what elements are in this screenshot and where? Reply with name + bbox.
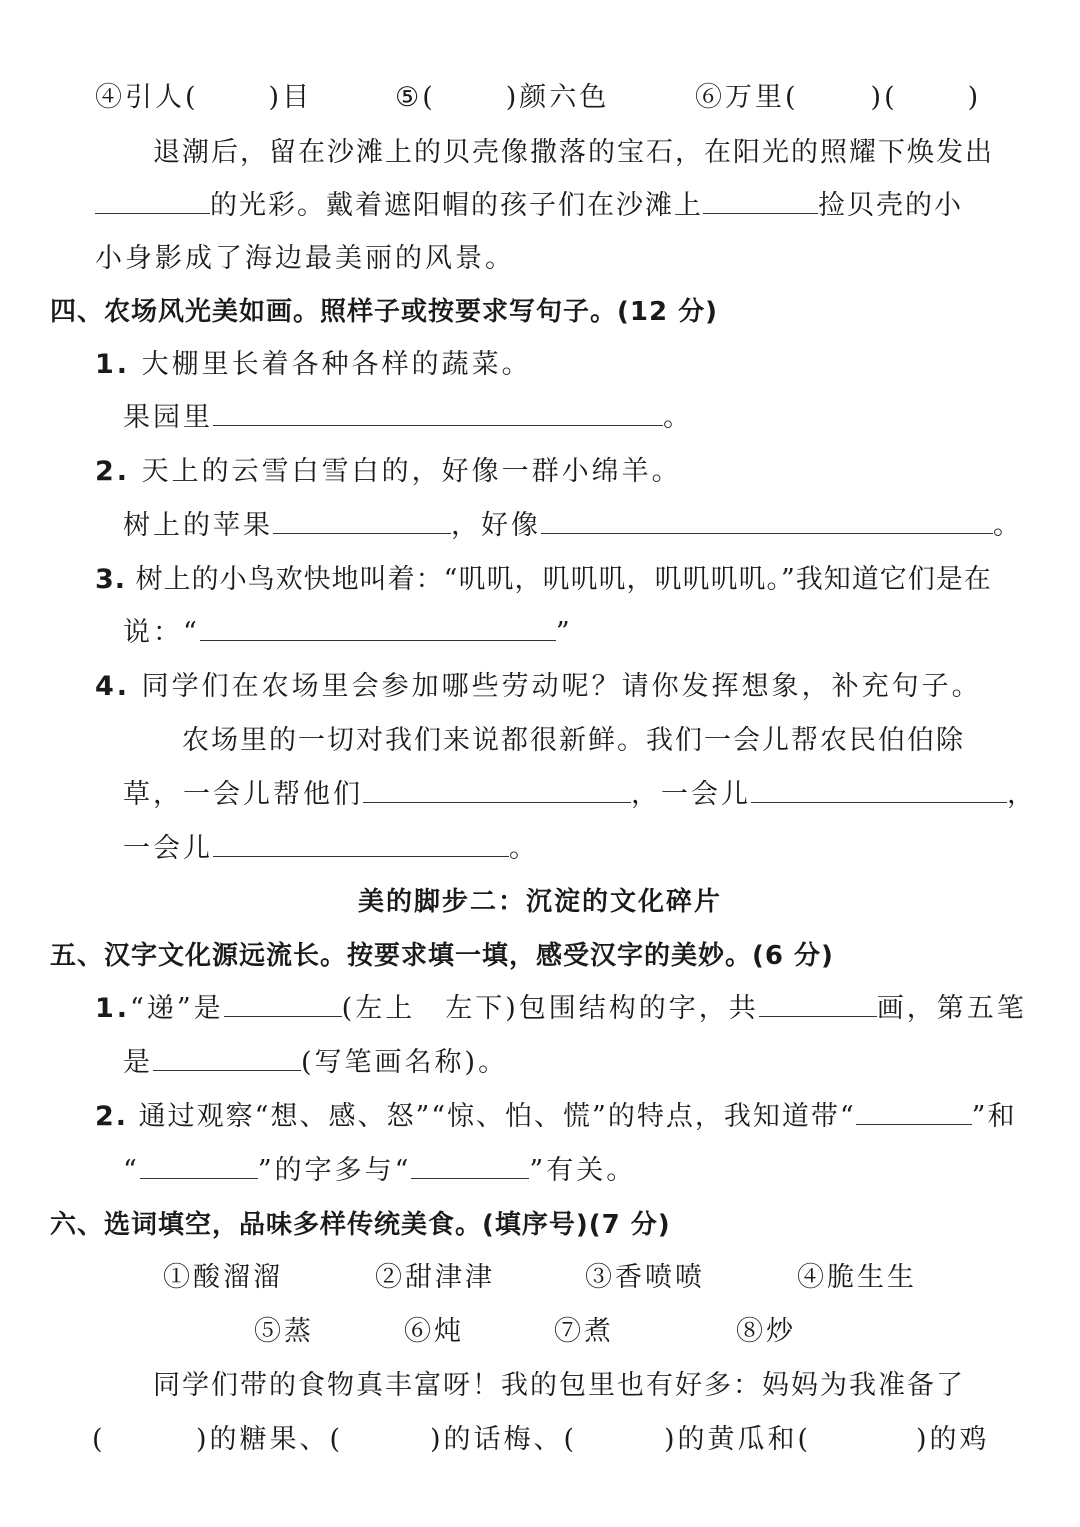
question-number: 1. <box>95 993 131 1024</box>
sec4-q4-para-line2 <box>123 775 1037 815</box>
question-number: 4. <box>95 671 131 702</box>
answer-blank[interactable] <box>751 776 1007 803</box>
sec3-para-line2-a: 的光彩。戴着遮阳帽的孩子们在沙滩上 <box>210 190 703 221</box>
answer-blank[interactable] <box>213 830 509 857</box>
section-6-title: 六、选词填空，品味多样传统美食。(填序号)(7 分) <box>50 1210 671 1240</box>
answer-prefix: 果园里 <box>123 402 213 433</box>
fill-segment-plum: )的话梅、( <box>430 1424 578 1455</box>
question-text: 树上的小鸟欢快地叫着：“叽叽，叽叽叽，叽叽叽叽。”我知道它们是在 <box>135 564 992 595</box>
answer-blank[interactable] <box>140 1152 258 1179</box>
question-number: 2. <box>95 456 131 487</box>
para-text: ，一会儿 <box>631 779 751 810</box>
question-number: 1. <box>95 349 131 380</box>
answer-blank[interactable] <box>411 1152 529 1179</box>
part-subtitle: 美的脚步二：沉淀的文化碎片 <box>357 887 722 917</box>
sec3-para-line1: 退潮后，留在沙滩上的贝壳像撒落的宝石，在阳光的照耀下焕发出 <box>153 137 994 168</box>
question-text: 大棚里长着各种各样的蔬菜。 <box>141 349 532 380</box>
option-4-pre: ④引人( <box>95 82 199 113</box>
answer-end: ” <box>555 617 573 648</box>
answer-blank[interactable] <box>224 990 342 1017</box>
para-text: 草，一会儿帮他们 <box>123 779 363 810</box>
answer-mid: ，好像 <box>451 510 541 541</box>
para-text: ， <box>1007 779 1037 810</box>
question-text: 画，第五笔 <box>876 993 1027 1024</box>
answer-blank[interactable] <box>363 776 631 803</box>
fill-segment-cucumber: )的黄瓜和( <box>664 1424 812 1455</box>
answer-blank[interactable] <box>200 614 556 641</box>
word-option-1: ①酸溜溜 <box>163 1262 283 1293</box>
sec6-para-line1: 同学们带的食物真丰富呀！我的包里也有好多：妈妈为我准备了 <box>153 1370 965 1401</box>
section-4-title: 四、农场风光美如画。照样子或按要求写句子。(12 分) <box>50 297 718 327</box>
sec4-q3-answer <box>123 613 573 653</box>
sec4-q4 <box>95 667 982 707</box>
option-4-post: )目 <box>268 82 313 113</box>
option-6 <box>695 78 981 118</box>
section-5-title: 五、汉字文化源远流长。按要求填一填，感受汉字的美妙。(6 分) <box>50 941 834 971</box>
question-text: ”的字多与“ <box>257 1155 412 1186</box>
sec5-q2 <box>95 1097 1016 1137</box>
question-text: (写笔画名称)。 <box>301 1047 509 1078</box>
answer-blank[interactable] <box>273 507 451 534</box>
answer-blank[interactable] <box>856 1098 972 1125</box>
word-option-8: ⑧炒 <box>736 1316 796 1347</box>
answer-prefix: 树上的苹果 <box>123 510 273 541</box>
sec3-para-line3: 小身影成了海边最美丽的风景。 <box>95 243 515 274</box>
answer-blank[interactable] <box>213 399 663 426</box>
blank-input[interactable] <box>703 187 818 214</box>
word-option-5: ⑤蒸 <box>254 1316 314 1347</box>
question-text: 通过观察“想、感、怒”“惊、怕、慌”的特点，我知道带“ <box>138 1101 856 1132</box>
sec3-para-line2-b: 捡贝壳的小 <box>818 190 963 221</box>
question-text: ”和 <box>971 1101 1017 1132</box>
answer-prefix: 说：“ <box>123 617 200 648</box>
question-text: 同学们在农场里会参加哪些劳动呢？请你发挥想象，补充句子。 <box>141 671 982 702</box>
option-4 <box>95 78 312 118</box>
option-5-post: )颜六色 <box>505 82 610 113</box>
sec4-q1 <box>95 345 532 385</box>
para-text: 。 <box>509 833 539 864</box>
word-option-4: ④脆生生 <box>797 1262 917 1293</box>
paren-open: ( <box>92 1424 103 1455</box>
option-6-post: ) <box>967 82 982 113</box>
answer-end: 。 <box>993 510 1023 541</box>
sec5-q2-line2 <box>123 1151 636 1191</box>
sec4-q3 <box>95 560 992 600</box>
question-text: 是 <box>123 1047 153 1078</box>
answer-blank[interactable] <box>759 990 877 1017</box>
fill-segment-chicken: )的鸡 <box>916 1424 990 1455</box>
question-text: (左上 左下)包围结构的字，共 <box>341 993 759 1024</box>
option-6-mid: )( <box>870 82 898 113</box>
sec5-q1-line2 <box>123 1043 508 1083</box>
word-option-2: ②甜津津 <box>375 1262 495 1293</box>
answer-blank[interactable] <box>153 1044 301 1071</box>
para-text: 一会儿 <box>123 833 213 864</box>
option-6-pre: ⑥万里( <box>695 82 799 113</box>
option-5 <box>395 78 609 118</box>
sec4-q4-para-line3 <box>123 829 539 869</box>
answer-blank[interactable] <box>541 507 993 534</box>
option-5-pre: ⑤( <box>395 82 436 113</box>
word-option-7: ⑦煮 <box>554 1316 614 1347</box>
blank-input[interactable] <box>95 187 210 214</box>
sec4-q4-para-line1: 农场里的一切对我们来说都很新鲜。我们一会儿帮农民伯伯除 <box>182 725 965 756</box>
question-text: ”有关。 <box>529 1155 637 1186</box>
sec3-para-line2 <box>95 186 963 226</box>
word-option-6: ⑥炖 <box>404 1316 464 1347</box>
word-option-3: ③香喷喷 <box>585 1262 705 1293</box>
sec4-q1-answer <box>123 398 693 438</box>
question-text: “递”是 <box>130 993 224 1024</box>
question-text: 天上的云雪白雪白的，好像一群小绵羊。 <box>141 456 682 487</box>
fill-segment-candy: )的糖果、( <box>196 1424 344 1455</box>
question-number: 2. <box>95 1101 129 1132</box>
sec4-q2-answer <box>123 506 1023 546</box>
sec4-q2 <box>95 452 682 492</box>
sec5-q1 <box>95 989 1027 1029</box>
question-number: 3. <box>95 564 127 595</box>
answer-end: 。 <box>663 402 693 433</box>
question-text: “ <box>123 1155 140 1186</box>
